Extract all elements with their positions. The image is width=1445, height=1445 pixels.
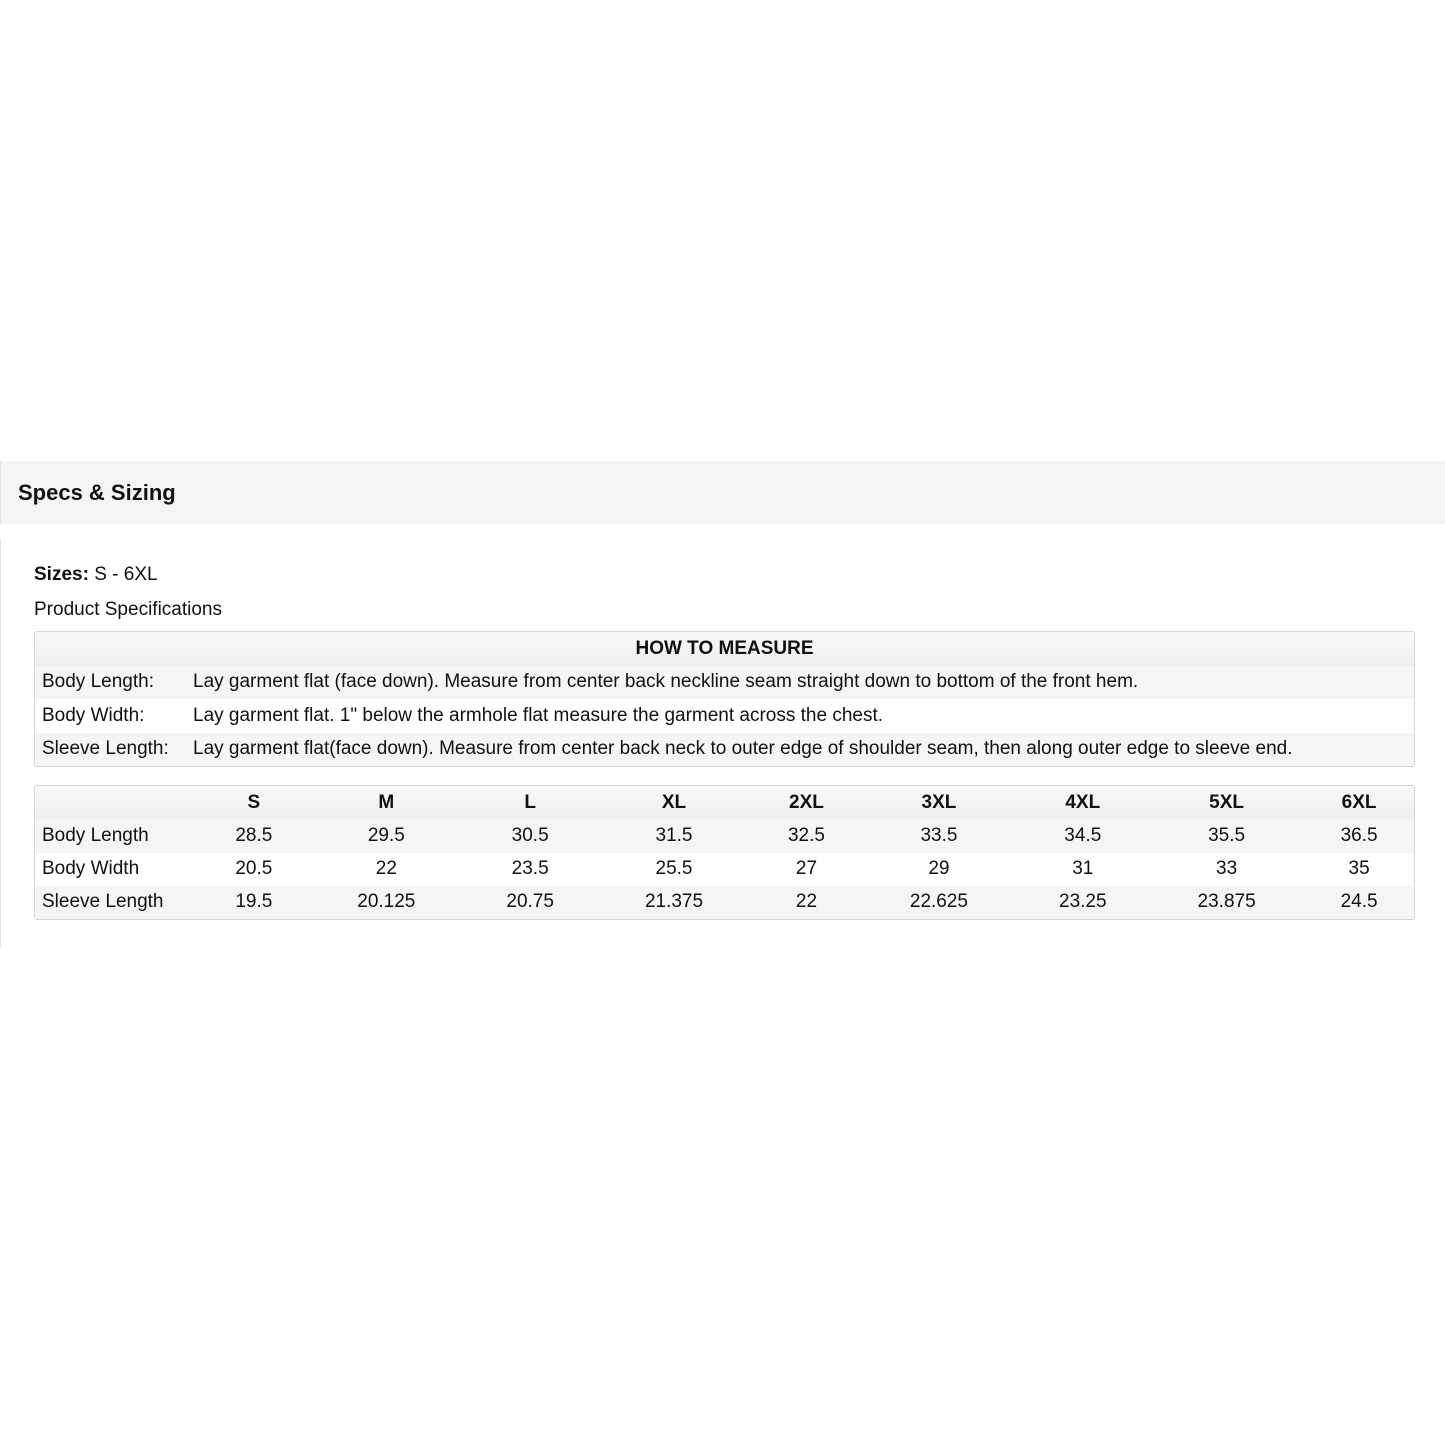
size-value: 30.5 — [511, 824, 549, 846]
how-to-measure-header-row — [35, 632, 1414, 666]
specs-sizing-header[interactable] — [0, 461, 1445, 524]
size-value: 35 — [1348, 858, 1370, 880]
size-column-header: 2XL — [789, 791, 824, 813]
size-value: 21.375 — [644, 891, 704, 913]
measure-instruction: Lay garment flat (face down). Measure from center back neckline seam straight down to bottom of the front hem. — [193, 671, 1139, 693]
sizes-label: Sizes: — [34, 564, 89, 585]
sizes-value: S - 6XL — [94, 564, 158, 585]
size-value: 20.5 — [235, 858, 273, 880]
size-value: 33 — [1216, 858, 1238, 880]
size-value: 35.5 — [1208, 824, 1246, 846]
size-value: 22.625 — [909, 891, 968, 913]
how-to-measure-title: HOW TO MEASURE — [635, 637, 814, 659]
size-column-header: 6XL — [1341, 791, 1377, 813]
size-column-header: XL — [661, 791, 687, 813]
size-row-label: Body Length — [42, 824, 149, 846]
measure-label: Body Width: — [42, 704, 145, 726]
size-column-header: L — [524, 791, 536, 813]
size-value: 31 — [1072, 858, 1094, 880]
size-column-header: M — [378, 791, 395, 813]
size-value: 20.75 — [506, 891, 554, 913]
size-value: 29 — [928, 858, 950, 880]
size-column-header: 3XL — [921, 791, 957, 813]
measure-label: Body Length: — [42, 671, 154, 693]
size-value: 23.5 — [511, 858, 549, 880]
size-chart-table — [34, 785, 1415, 920]
size-column-header: 4XL — [1065, 791, 1101, 813]
table-row — [35, 699, 1414, 733]
section-title: Specs & Sizing — [18, 480, 176, 505]
size-value: 25.5 — [655, 858, 693, 880]
how-to-measure-table — [34, 631, 1415, 767]
table-row — [35, 853, 1414, 886]
table-row — [35, 666, 1414, 700]
measure-label: Sleeve Length: — [42, 738, 169, 760]
size-column-header: 5XL — [1209, 791, 1245, 813]
size-chart-header-row — [35, 786, 1414, 819]
size-value: 34.5 — [1064, 824, 1102, 846]
size-value: 33.5 — [920, 824, 958, 846]
table-row — [35, 733, 1414, 767]
size-column-header: S — [247, 791, 261, 813]
size-value: 23.875 — [1197, 891, 1256, 913]
table-row — [35, 886, 1414, 919]
size-value: 22 — [375, 858, 397, 880]
measure-instruction: Lay garment flat. 1" below the armhole flat measure the garment across the chest. — [193, 704, 884, 726]
size-value: 28.5 — [235, 824, 273, 846]
size-chart-corner — [35, 786, 199, 819]
size-value: 20.125 — [357, 891, 416, 913]
measure-instruction: Lay garment flat(face down). Measure from center back neck to outer edge of shoulder seam, then along outer edge to sleeve end. — [193, 738, 1293, 760]
size-value: 24.5 — [1340, 891, 1378, 913]
size-row-label: Body Width — [42, 858, 140, 880]
size-value: 23.25 — [1059, 891, 1107, 913]
table-row — [35, 819, 1414, 852]
size-value: 22 — [795, 891, 818, 913]
size-value: 19.5 — [235, 891, 273, 913]
size-value: 29.5 — [367, 824, 405, 846]
size-value: 27 — [795, 858, 818, 880]
size-row-label: Sleeve Length — [42, 891, 164, 913]
product-specifications-title: Product Specifications — [34, 599, 222, 620]
size-value: 36.5 — [1340, 824, 1378, 846]
sizes-summary — [34, 564, 158, 586]
size-value: 31.5 — [655, 824, 693, 846]
size-value: 32.5 — [787, 824, 825, 846]
